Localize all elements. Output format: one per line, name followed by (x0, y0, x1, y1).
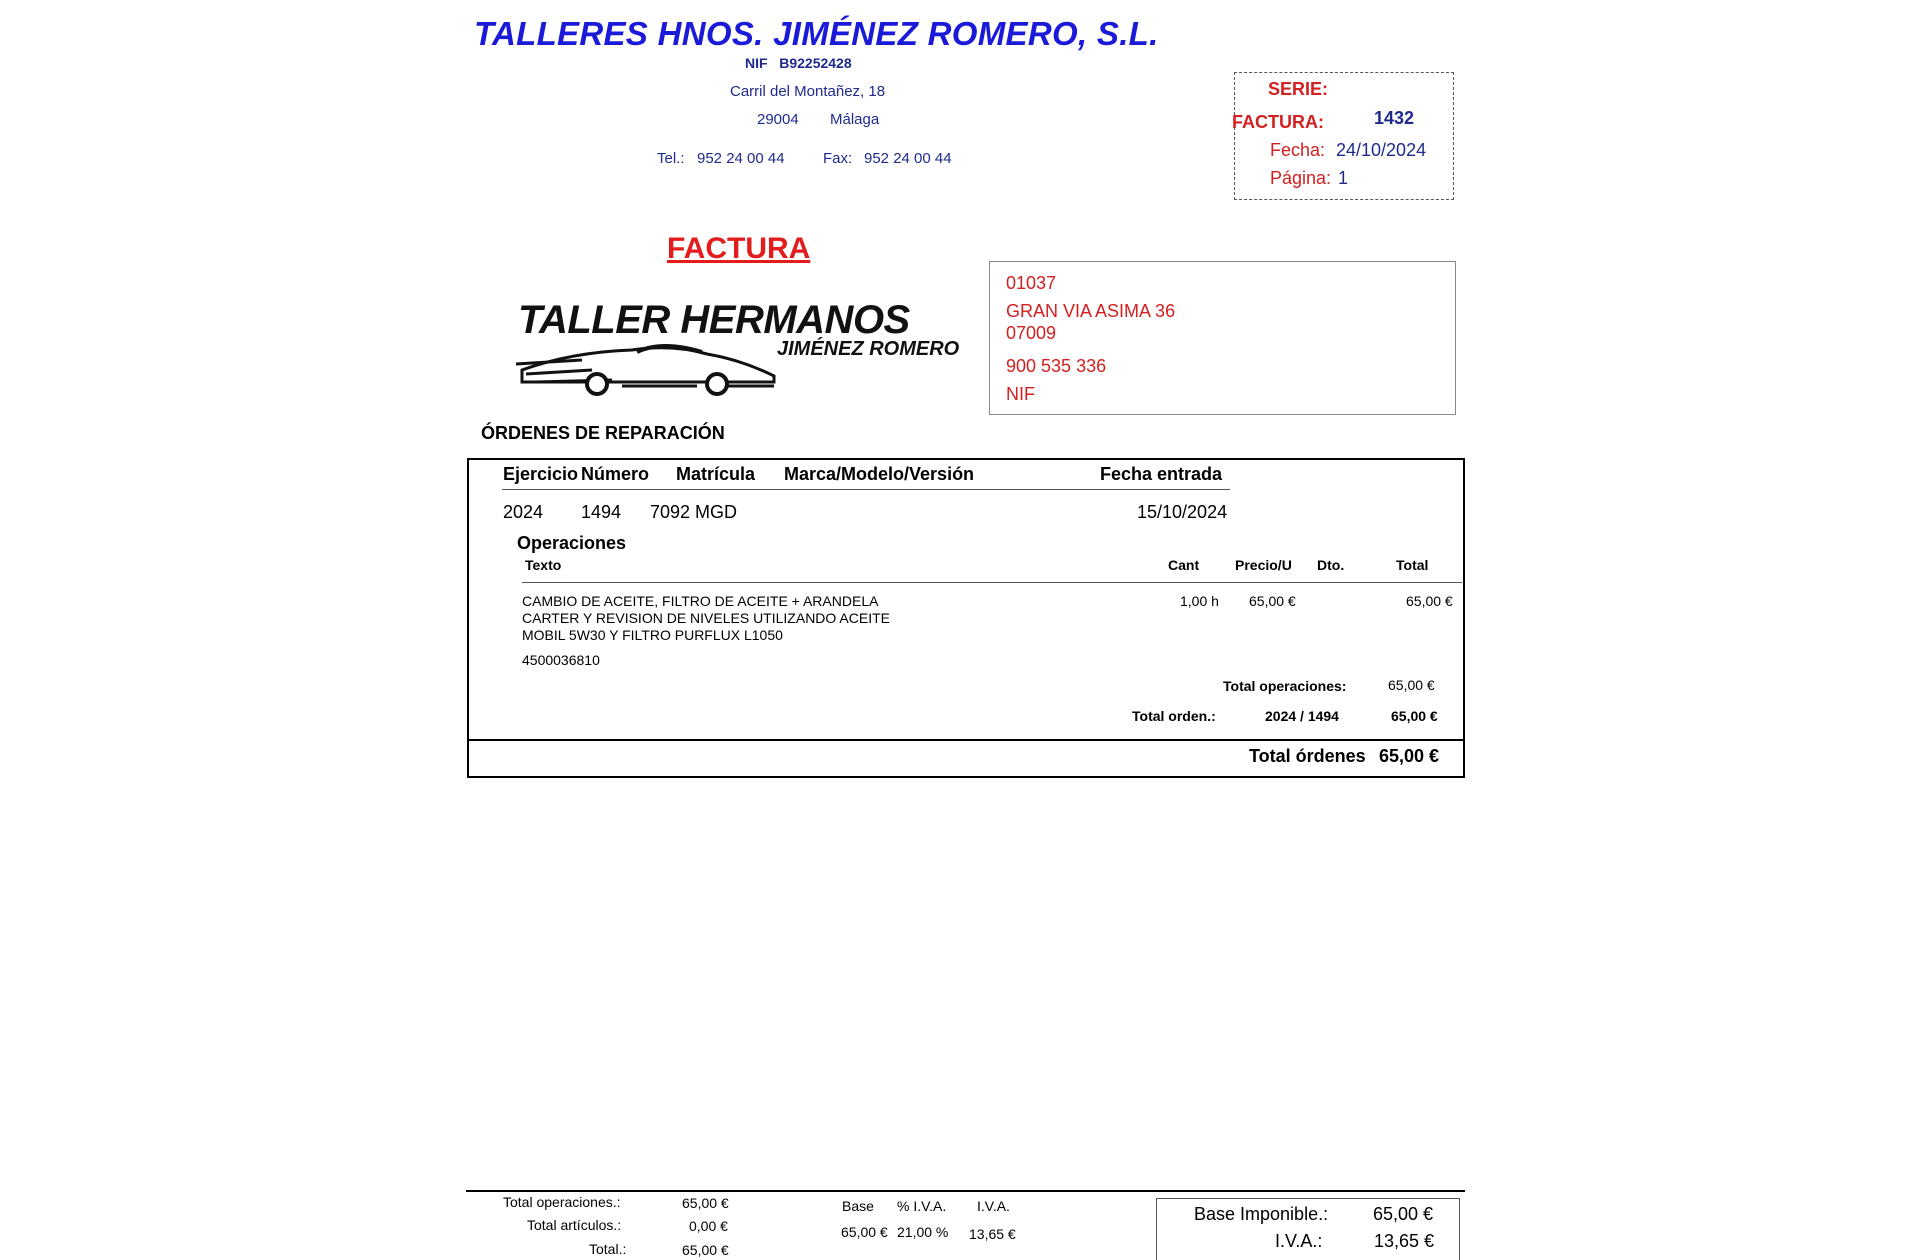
logo-text-sub: JIMÉNEZ ROMERO (777, 338, 960, 360)
footer-total-articulos-label: Total artículos.: (527, 1217, 622, 1233)
footer-pct-iva-header: % I.V.A. (897, 1198, 947, 1214)
car-logo-icon (512, 330, 782, 400)
footer-iva-value: 13,65 € (969, 1226, 1016, 1242)
total-operaciones-value: 65,00 € (1388, 677, 1435, 693)
total-orden-ref: 2024 / 1494 (1265, 708, 1339, 724)
footer-total-label: Total.: (589, 1241, 627, 1257)
header-underline (502, 489, 1230, 490)
company-tel-label: Tel.: (657, 150, 685, 167)
client-postal-code: 07009 (1006, 323, 1057, 343)
op-header-underline (522, 582, 1462, 583)
serie-label: SERIE: (1268, 79, 1329, 99)
footer-pct-iva-value: 21,00 % (897, 1224, 949, 1240)
order-fecha-entrada: 15/10/2024 (1137, 502, 1228, 522)
total-operaciones-label: Total operaciones: (1223, 678, 1347, 694)
client-address: GRAN VIA ASIMA 36 (1006, 301, 1176, 321)
invoice-date: 24/10/2024 (1336, 140, 1427, 160)
footer-base-header: Base (842, 1198, 874, 1214)
fecha-label: Fecha: (1270, 140, 1326, 160)
company-nif-value: B92252428 (779, 55, 852, 71)
footer-base-value: 65,00 € (841, 1224, 888, 1240)
operation-cant: 1,00 h (1180, 593, 1219, 609)
footer-total-articulos: 0,00 € (689, 1218, 728, 1234)
footer-iva-header: I.V.A. (977, 1198, 1010, 1214)
footer-total-operaciones-label: Total operaciones.: (503, 1194, 621, 1210)
company-nif-label: NIF (745, 55, 768, 71)
order-ejercicio: 2024 (503, 502, 544, 522)
client-nif-label: NIF (1006, 384, 1035, 404)
operaciones-title: Operaciones (517, 533, 627, 553)
total-ordenes-value: 65,00 € (1379, 746, 1440, 766)
company-nif (745, 55, 852, 71)
order-numero: 1494 (581, 502, 622, 522)
operation-text-line: MOBIL 5W30 Y FILTRO PURFLUX L1050 (522, 627, 783, 643)
orders-total-divider (467, 739, 1465, 741)
company-city: Málaga (830, 111, 880, 128)
op-header-dto: Dto. (1317, 557, 1345, 573)
document-title: FACTURA (667, 232, 811, 265)
logo-text-main: TALLER HERMANOS (518, 298, 910, 342)
footer-total: 65,00 € (682, 1242, 729, 1258)
client-box (989, 261, 1456, 415)
header-ejercicio: Ejercicio (503, 464, 579, 484)
base-imponible-value: 65,00 € (1373, 1204, 1434, 1224)
company-tel: 952 24 00 44 (697, 150, 785, 167)
company-address: Carril del Montañez, 18 (730, 83, 886, 100)
company-fax-label: Fax: (823, 150, 853, 167)
operation-total: 65,00 € (1406, 593, 1453, 609)
client-code: 01037 (1006, 273, 1057, 293)
total-orden-value: 65,00 € (1391, 708, 1438, 724)
factura-label: FACTURA: (1232, 112, 1324, 132)
header-numero: Número (581, 464, 650, 484)
page-number: 1 (1338, 168, 1349, 188)
footer-total-operaciones: 65,00 € (682, 1195, 729, 1211)
orders-section-title: ÓRDENES DE REPARACIÓN (481, 423, 725, 443)
iva-total-label: I.V.A.: (1275, 1231, 1323, 1251)
operation-precio: 65,00 € (1249, 593, 1296, 609)
base-imponible-label: Base Imponible.: (1194, 1204, 1329, 1224)
operation-text-line: CARTER Y REVISION DE NIVELES UTILIZANDO ACEITE (522, 610, 890, 626)
company-postal-code: 29004 (757, 111, 799, 128)
order-matricula: 7092 MGD (650, 502, 738, 522)
total-orden-label: Total orden.: (1132, 708, 1216, 724)
header-fecha-entrada: Fecha entrada (1100, 464, 1223, 484)
company-name: TALLERES HNOS. JIMÉNEZ ROMERO, S.L. (474, 15, 1159, 52)
header-matricula: Matrícula (676, 464, 756, 484)
op-header-cant: Cant (1168, 557, 1200, 573)
iva-total-value: 13,65 € (1374, 1231, 1435, 1251)
invoice-number: 1432 (1374, 108, 1415, 128)
op-header-texto: Texto (525, 557, 562, 573)
header-marca: Marca/Modelo/Versión (784, 464, 975, 484)
operation-reference: 4500036810 (522, 652, 600, 668)
pagina-label: Página: (1270, 168, 1332, 188)
footer-divider (466, 1190, 1465, 1192)
client-phone: 900 535 336 (1006, 356, 1107, 376)
operation-text-line: CAMBIO DE ACEITE, FILTRO DE ACEITE + ARANDELA (522, 593, 879, 609)
op-header-total: Total (1396, 557, 1429, 573)
total-ordenes-label: Total órdenes (1249, 746, 1366, 766)
op-header-precio: Precio/U (1235, 557, 1292, 573)
company-fax: 952 24 00 44 (864, 150, 952, 167)
